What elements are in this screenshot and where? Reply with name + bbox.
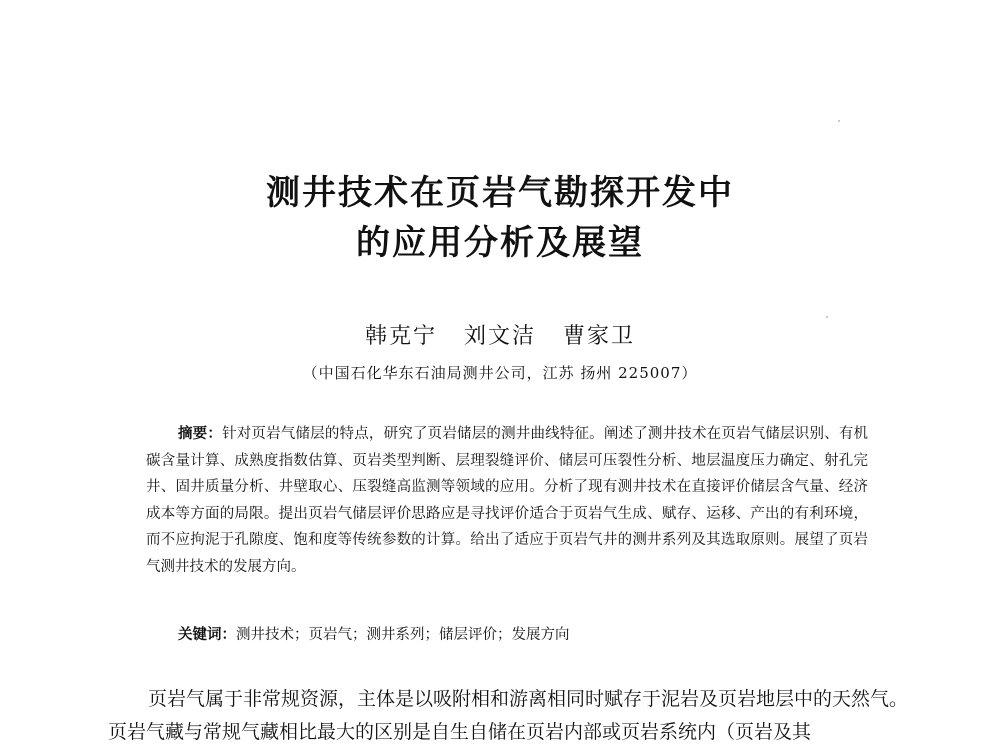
paper-title-line-1: 测井技术在页岩气勘探开发中 — [266, 173, 734, 213]
paper-title-line-2: 的应用分析及展望 — [356, 223, 644, 263]
keywords-text: 测井技术；页岩气；测井系列；储层评价；发展方向 — [236, 627, 570, 643]
author-list: 韩克宁 刘文洁 曹家卫 — [365, 324, 635, 349]
keywords-line — [178, 622, 868, 648]
keywords-label: 关键词： — [178, 627, 236, 643]
abstract-text: 针对页岩气储层的特点，研究了页岩储层的测井曲线特征。阐述了测井技术在页岩气储层识别、有机碳含量计算、成熟度指数估算、页岩类型判断、层理裂缝评价、储层可压裂性分析、地层温度压力确定、射孔完井、固井质量分析、井壁取心、压裂缝高监测等领域的应用。分析了现有测井技术在直接评价储层含气量、经济成本等方面的局限。提出页岩气储层评价思路应是寻找评价适合于页岩气生成、赋存、运移、产出的有利环境，而不应拘泥于孔隙度、饱和度等传统参数的计算。给出了适应于页岩气井的测井系列及其选取原则。展望了页岩气测井技术的发展方向。 — [146, 426, 869, 575]
scan-speck — [838, 120, 840, 122]
author-affiliation: （中国石化华东石油局测井公司，江苏 扬州 225007） — [302, 364, 698, 382]
body-paragraph: 页岩气属于非常规资源，主体是以吸附相和游离相同时赋存于泥岩及页岩地层中的天然气。页岩气藏与常规气藏相比最大的区别是自生自储在页岩内部或页岩系统内（页岩及其 — [108, 688, 909, 743]
abstract-label: 摘要： — [178, 426, 223, 442]
scan-speck — [826, 316, 828, 318]
abstract-paragraph — [146, 421, 868, 580]
